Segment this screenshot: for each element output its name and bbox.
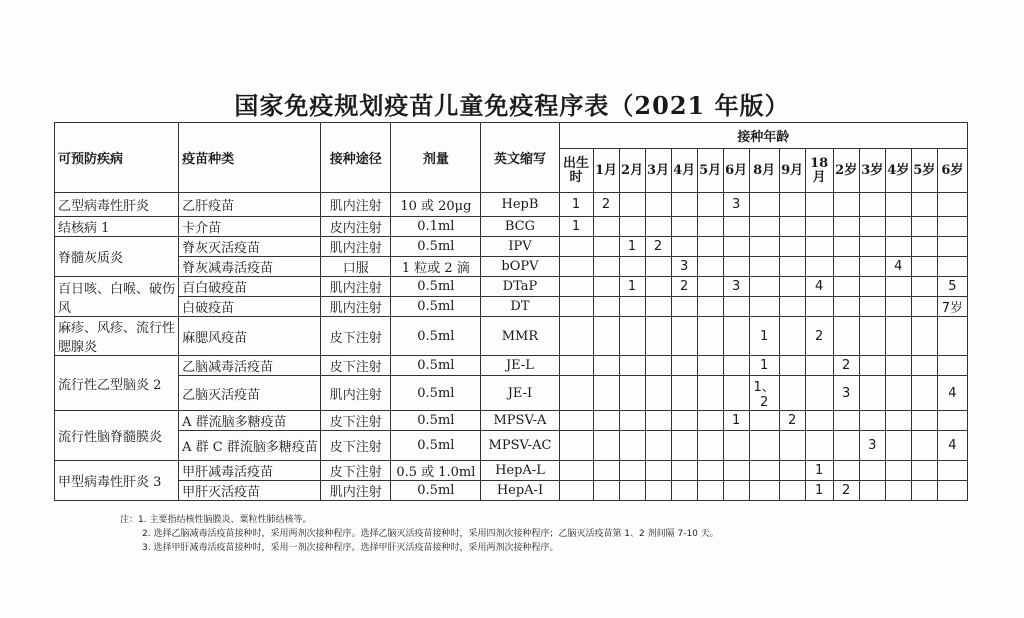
table-row [55,193,968,217]
dose-schedule-cell [619,193,645,217]
dose-schedule-cell [833,317,859,356]
dose-schedule-cell [911,356,937,376]
disease-cell: 百日咳、白喉、破伤风 [55,277,179,317]
dose-schedule-cell [559,277,593,297]
dose-schedule-cell [723,217,749,237]
dose-schedule-cell [671,297,697,317]
vaccine-cell: 甲肝减毒活疫苗 [179,461,321,481]
dose-schedule-cell [805,297,833,317]
dose-schedule-cell [697,317,723,356]
dose-cell: 10 或 20μg [391,193,481,217]
dose-schedule-cell [885,376,911,411]
age-header: 2岁 [833,149,859,193]
dose-schedule-cell: 1 [749,317,779,356]
age-header: 3岁 [859,149,885,193]
dose-schedule-cell [805,193,833,217]
dose-schedule-cell [645,481,671,501]
dose-schedule-cell [645,411,671,431]
header-dose: 剂量 [391,123,481,193]
dose-schedule-cell [671,356,697,376]
vaccine-cell: 麻腮风疫苗 [179,317,321,356]
dose-schedule-cell [619,481,645,501]
dose-cell: 0.5 或 1.0ml [391,461,481,481]
table-row [55,277,968,297]
dose-schedule-cell [559,376,593,411]
dose-cell: 0.5ml [391,431,481,461]
dose-schedule-cell [619,376,645,411]
dose-schedule-cell: 2 [645,237,671,257]
vaccine-cell: 乙肝疫苗 [179,193,321,217]
dose-schedule-cell [833,257,859,277]
header-disease: 可预防疾病 [55,123,179,193]
dose-schedule-cell: 2 [671,277,697,297]
dose-schedule-cell [697,277,723,297]
age-header: 4岁 [885,149,911,193]
dose-cell: 0.1ml [391,217,481,237]
footnote-3: 3. 选择甲肝减毒活疫苗接种时，采用一剂次接种程序。选择甲肝灭活疫苗接种时，采用两剂次接种程序。 [142,543,559,553]
age-header: 8月 [749,149,779,193]
dose-schedule-cell [671,431,697,461]
dose-cell: 0.5ml [391,376,481,411]
vaccine-cell: 乙脑减毒活疫苗 [179,356,321,376]
dose-schedule-cell: 4 [805,277,833,297]
dose-schedule-cell: 3 [723,277,749,297]
dose-schedule-cell [559,431,593,461]
abbr-cell: HepA-I [481,481,559,501]
abbr-cell: MPSV-AC [481,431,559,461]
dose-schedule-cell [723,461,749,481]
age-header: 9月 [779,149,805,193]
dose-schedule-cell [885,481,911,501]
dose-schedule-cell [833,237,859,257]
dose-schedule-cell [723,431,749,461]
dose-schedule-cell [559,461,593,481]
dose-schedule-cell [619,317,645,356]
disease-cell: 甲型病毒性肝炎 3 [55,461,179,501]
dose-schedule-cell [645,461,671,481]
dose-schedule-cell [645,297,671,317]
dose-schedule-cell [885,461,911,481]
dose-schedule-cell [779,237,805,257]
table-row [55,411,968,431]
dose-schedule-cell [671,411,697,431]
route-cell: 皮下注射 [321,411,391,431]
dose-schedule-cell: 4 [937,431,967,461]
dose-schedule-cell [593,356,619,376]
age-header: 5岁 [911,149,937,193]
dose-schedule-cell: 2 [805,317,833,356]
dose-schedule-cell: 4 [937,376,967,411]
footnote-2: 2. 选择乙脑减毒活疫苗接种时，采用两剂次接种程序。选择乙脑灭活疫苗接种时，采用四剂次接种程序；乙脑灭活疫苗第 1、2 剂间隔 7-10 天。 [142,529,719,539]
dose-schedule-cell [911,431,937,461]
dose-schedule-cell [805,431,833,461]
dose-schedule-cell: 3 [671,257,697,277]
dose-schedule-cell [911,376,937,411]
table-row [55,431,968,461]
footnotes [120,513,719,555]
dose-schedule-cell [937,193,967,217]
dose-schedule-cell [619,217,645,237]
dose-schedule-cell [833,277,859,297]
dose-schedule-cell [619,431,645,461]
disease-cell: 麻疹、风疹、流行性腮腺炎 [55,317,179,356]
dose-schedule-cell [723,356,749,376]
dose-cell: 0.5ml [391,411,481,431]
footnote-1: 注：1. 主要指结核性脑膜炎、粟粒性肺结核等。 [120,515,312,525]
dose-schedule-cell: 1 [749,356,779,376]
dose-schedule-cell [697,297,723,317]
dose-schedule-cell [885,217,911,237]
dose-schedule-cell: 7岁 [937,297,967,317]
route-cell: 皮下注射 [321,461,391,481]
dose-schedule-cell [779,317,805,356]
dose-schedule-cell [937,217,967,237]
dose-schedule-cell: 2 [833,481,859,501]
dose-schedule-cell [645,376,671,411]
dose-schedule-cell [749,411,779,431]
dose-schedule-cell [779,376,805,411]
dose-schedule-cell [833,461,859,481]
dose-schedule-cell [619,356,645,376]
vaccine-cell: 脊灰灭活疫苗 [179,237,321,257]
age-header: 出生时 [559,149,593,193]
vaccine-cell: A 群流脑多糖疫苗 [179,411,321,431]
dose-schedule-cell [911,297,937,317]
abbr-cell: HepB [481,193,559,217]
age-header: 3月 [645,149,671,193]
vaccine-cell: 脊灰减毒活疫苗 [179,257,321,277]
table-row [55,356,968,376]
table-row [55,376,968,411]
dose-schedule-cell [559,411,593,431]
dose-schedule-cell: 2 [779,411,805,431]
dose-cell: 0.5ml [391,317,481,356]
dose-schedule-cell [885,411,911,431]
dose-schedule-cell [593,217,619,237]
dose-schedule-cell [885,297,911,317]
dose-schedule-cell [911,317,937,356]
dose-schedule-cell [859,297,885,317]
dose-schedule-cell [645,257,671,277]
dose-schedule-cell [645,217,671,237]
dose-cell: 0.5ml [391,481,481,501]
dose-schedule-cell [593,297,619,317]
dose-schedule-cell [671,193,697,217]
dose-schedule-cell [937,481,967,501]
dose-schedule-cell [749,257,779,277]
route-cell: 肌内注射 [321,481,391,501]
table-row [55,257,968,277]
table-row [55,217,968,237]
dose-schedule-cell [937,317,967,356]
dose-schedule-cell [833,193,859,217]
dose-schedule-cell [859,257,885,277]
dose-schedule-cell [723,297,749,317]
dose-schedule-cell [779,257,805,277]
disease-cell: 乙型病毒性肝炎 [55,193,179,217]
route-cell: 肌内注射 [321,237,391,257]
dose-schedule-cell [697,411,723,431]
dose-schedule-cell [749,461,779,481]
vaccine-cell: 百白破疫苗 [179,277,321,297]
dose-schedule-cell [937,237,967,257]
dose-schedule-cell [749,237,779,257]
dose-schedule-cell [805,376,833,411]
abbr-cell: MPSV-A [481,411,559,431]
disease-cell: 流行性脑脊髓膜炎 [55,411,179,461]
dose-schedule-cell [671,317,697,356]
dose-schedule-cell [645,193,671,217]
abbr-cell: JE-L [481,356,559,376]
dose-schedule-cell [671,461,697,481]
dose-schedule-cell [911,411,937,431]
dose-schedule-cell [805,356,833,376]
age-header: 6月 [723,149,749,193]
dose-schedule-cell [805,237,833,257]
age-header: 18月 [805,149,833,193]
dose-schedule-cell [911,277,937,297]
dose-schedule-cell [779,431,805,461]
dose-schedule-cell [619,257,645,277]
dose-schedule-cell [559,481,593,501]
disease-cell: 流行性乙型脑炎 2 [55,356,179,411]
dose-schedule-cell [559,317,593,356]
header-vaccine: 疫苗种类 [179,123,321,193]
route-cell: 肌内注射 [321,297,391,317]
dose-schedule-cell [671,217,697,237]
dose-schedule-cell [697,237,723,257]
dose-schedule-cell [697,461,723,481]
dose-schedule-cell [859,217,885,237]
dose-schedule-cell [859,461,885,481]
dose-schedule-cell [911,257,937,277]
abbr-cell: bOPV [481,257,559,277]
route-cell: 皮下注射 [321,356,391,376]
route-cell: 皮内注射 [321,217,391,237]
route-cell: 皮下注射 [321,431,391,461]
dose-cell: 1 粒或 2 滴 [391,257,481,277]
abbr-cell: DTaP [481,277,559,297]
header-age-group: 接种年龄 [559,123,968,149]
dose-schedule-cell [749,217,779,237]
dose-schedule-cell: 2 [593,193,619,217]
vaccine-cell: 甲肝灭活疫苗 [179,481,321,501]
route-cell: 肌内注射 [321,376,391,411]
vaccine-cell: 乙脑灭活疫苗 [179,376,321,411]
dose-schedule-cell [805,411,833,431]
dose-schedule-cell [779,297,805,317]
dose-schedule-cell [833,431,859,461]
dose-schedule-cell [749,193,779,217]
vaccine-cell: 白破疫苗 [179,297,321,317]
dose-schedule-cell [833,217,859,237]
dose-schedule-cell [885,431,911,461]
dose-schedule-cell [749,431,779,461]
dose-schedule-cell: 1 [559,217,593,237]
dose-schedule-cell [859,193,885,217]
table-row [55,317,968,356]
dose-schedule-cell [859,376,885,411]
dose-schedule-cell [697,376,723,411]
dose-schedule-cell [593,411,619,431]
dose-schedule-cell [593,317,619,356]
dose-schedule-cell [749,481,779,501]
dose-schedule-cell [779,461,805,481]
dose-schedule-cell [645,317,671,356]
immunization-schedule-table [54,122,968,501]
dose-schedule-cell [559,356,593,376]
dose-schedule-cell [593,481,619,501]
dose-schedule-cell: 1 [619,237,645,257]
dose-schedule-cell [619,297,645,317]
dose-schedule-cell: 1 [805,461,833,481]
dose-schedule-cell [671,237,697,257]
dose-cell: 0.5ml [391,277,481,297]
dose-schedule-cell [593,257,619,277]
abbr-cell: DT [481,297,559,317]
dose-cell: 0.5ml [391,297,481,317]
dose-schedule-cell [779,217,805,237]
dose-schedule-cell [593,461,619,481]
route-cell: 肌内注射 [321,277,391,297]
abbr-cell: BCG [481,217,559,237]
dose-schedule-cell [645,356,671,376]
dose-schedule-cell: 3 [833,376,859,411]
dose-schedule-cell [911,193,937,217]
dose-schedule-cell [885,317,911,356]
dose-schedule-cell [859,356,885,376]
dose-schedule-cell [593,376,619,411]
dose-schedule-cell [859,277,885,297]
header-route: 接种途径 [321,123,391,193]
age-header: 1月 [593,149,619,193]
dose-schedule-cell [697,193,723,217]
abbr-cell: JE-I [481,376,559,411]
dose-schedule-cell: 1 [559,193,593,217]
dose-schedule-cell [937,356,967,376]
age-header: 5月 [697,149,723,193]
dose-schedule-cell [619,411,645,431]
dose-schedule-cell [911,481,937,501]
dose-schedule-cell [885,237,911,257]
dose-schedule-cell [805,257,833,277]
disease-cell: 脊髓灰质炎 [55,237,179,277]
header-abbr: 英文缩写 [481,123,559,193]
dose-schedule-cell [885,193,911,217]
dose-schedule-cell [593,431,619,461]
dose-schedule-cell [885,277,911,297]
dose-schedule-cell [697,217,723,237]
age-header: 2月 [619,149,645,193]
dose-schedule-cell: 1、2 [749,376,779,411]
table-row [55,461,968,481]
route-cell: 皮下注射 [321,317,391,356]
dose-schedule-cell [859,317,885,356]
table-row [55,237,968,257]
dose-schedule-cell [697,431,723,461]
dose-schedule-cell [697,481,723,501]
dose-schedule-cell [911,237,937,257]
dose-schedule-cell [619,461,645,481]
age-header: 4月 [671,149,697,193]
dose-schedule-cell: 2 [833,356,859,376]
dose-schedule-cell [559,297,593,317]
dose-schedule-cell [937,411,967,431]
dose-schedule-cell: 3 [723,193,749,217]
dose-schedule-cell [805,217,833,237]
dose-schedule-cell [559,237,593,257]
dose-schedule-cell [645,431,671,461]
dose-schedule-cell [859,481,885,501]
vaccine-cell: 卡介苗 [179,217,321,237]
dose-schedule-cell: 1 [723,411,749,431]
dose-schedule-cell [749,277,779,297]
abbr-cell: HepA-L [481,461,559,481]
dose-schedule-cell [723,257,749,277]
dose-schedule-cell [833,297,859,317]
dose-schedule-cell [859,411,885,431]
dose-schedule-cell [723,317,749,356]
dose-schedule-cell [749,297,779,317]
dose-schedule-cell [779,277,805,297]
dose-cell: 0.5ml [391,356,481,376]
vaccine-cell: A 群 C 群流脑多糖疫苗 [179,431,321,461]
dose-schedule-cell [645,277,671,297]
dose-schedule-cell [723,376,749,411]
dose-schedule-cell: 1 [619,277,645,297]
dose-schedule-cell [779,356,805,376]
dose-schedule-cell: 5 [937,277,967,297]
document-title: 国家免疫规划疫苗儿童免疫程序表（2021 年版） [234,91,790,120]
abbr-cell: MMR [481,317,559,356]
dose-schedule-cell [885,356,911,376]
dose-schedule-cell [593,237,619,257]
dose-schedule-cell: 1 [805,481,833,501]
dose-schedule-cell [779,193,805,217]
route-cell: 口服 [321,257,391,277]
dose-schedule-cell [697,356,723,376]
dose-schedule-cell [723,237,749,257]
dose-schedule-cell [937,461,967,481]
dose-schedule-cell [911,461,937,481]
table-row [55,481,968,501]
dose-schedule-cell [779,481,805,501]
dose-schedule-cell [833,411,859,431]
dose-schedule-cell [671,376,697,411]
dose-schedule-cell: 3 [859,431,885,461]
dose-schedule-cell [559,257,593,277]
abbr-cell: IPV [481,237,559,257]
dose-schedule-cell [911,217,937,237]
dose-schedule-cell [859,237,885,257]
dose-schedule-cell [671,481,697,501]
dose-cell: 0.5ml [391,237,481,257]
age-header: 6岁 [937,149,967,193]
dose-schedule-cell [593,277,619,297]
dose-schedule-cell [697,257,723,277]
route-cell: 肌内注射 [321,193,391,217]
table-row [55,297,968,317]
disease-cell: 结核病 1 [55,217,179,237]
dose-schedule-cell: 4 [885,257,911,277]
dose-schedule-cell [937,257,967,277]
dose-schedule-cell [723,481,749,501]
